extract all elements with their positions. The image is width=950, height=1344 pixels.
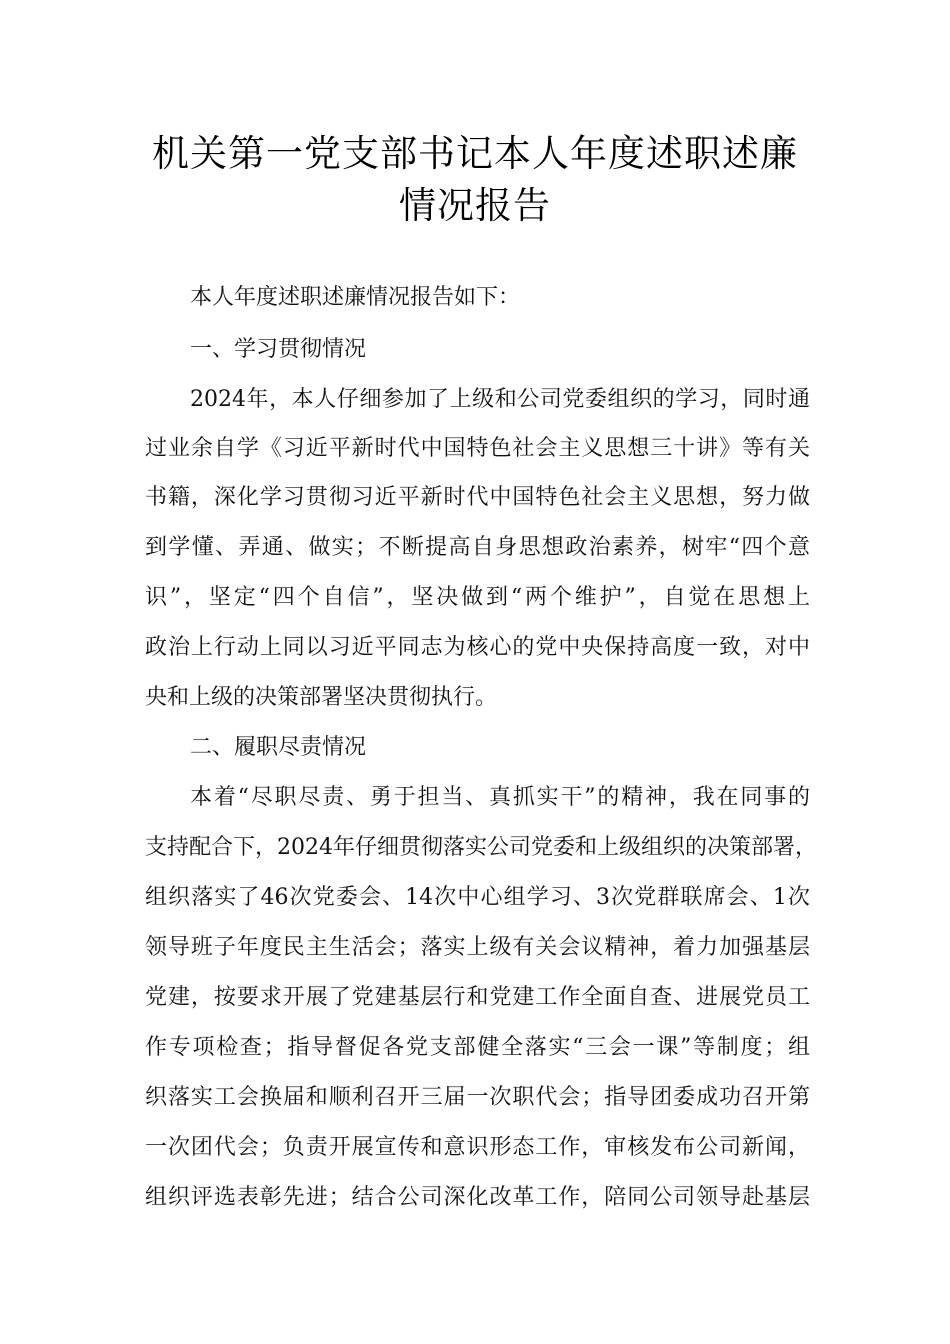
section-1-paragraph-line: 央和上级的决策部署坚决贯彻执行。: [145, 685, 498, 710]
section-2-paragraph-line: 党建，按要求开展了党建基层行和党建工作全面自查、进展党员工: [145, 985, 810, 1010]
document-title-line-2: 情况报告: [399, 184, 551, 227]
section-2-paragraph-line: 织落实工会换届和顺利召开三届一次职代会；指导团委成功召开第: [145, 1085, 810, 1110]
section-1-paragraph-line: 到学懂、弄通、做实；不断提高自身思想政治素养，树牢“四个意: [145, 535, 810, 560]
section-1-paragraph-line: 过业余自学《习近平新时代中国特色社会主义思想三十讲》等有关: [145, 436, 810, 461]
intro-paragraph: 本人年度述职述廉情况报告如下：: [190, 285, 521, 310]
section-2-paragraph-line: 支持配合下，2024年仔细贯彻落实公司党委和上级组织的决策部署，: [145, 835, 817, 860]
section-1-paragraph-line: 书籍，深化学习贯彻习近平新时代中国特色社会主义思想，努力做: [145, 485, 810, 510]
section-2-paragraph-line: 本着“尽职尽责、勇于担当、真抓实干”的精神，我在同事的: [190, 785, 810, 810]
section-1-heading: 一、学习贯彻情况: [190, 337, 367, 362]
section-2-paragraph-line: 组织落实了46次党委会、14次中心组学习、3次党群联席会、1次: [145, 885, 810, 910]
section-2-paragraph-line: 作专项检查；指导督促各党支部健全落实“三会一课”等制度；组: [145, 1035, 810, 1060]
section-1-paragraph-line: 2024年，本人仔细参加了上级和公司党委组织的学习，同时通: [190, 387, 810, 412]
section-2-paragraph-line: 组织评选表彰先进；结合公司深化改革工作，陪同公司领导赴基层: [145, 1185, 810, 1210]
section-1-paragraph-line: 政治上行动上同以习近平同志为核心的党中央保持高度一致，对中: [145, 635, 810, 660]
document-title-line-1: 机关第一党支部书记本人年度述职述廉: [152, 132, 798, 175]
section-1-paragraph-line: 识”，坚定“四个自信”，坚决做到“两个维护”，自觉在思想上: [145, 585, 810, 610]
section-2-paragraph-line: 领导班子年度民主生活会；落实上级有关会议精神，着力加强基层: [145, 935, 810, 960]
section-2-heading: 二、履职尽责情况: [190, 735, 367, 760]
section-2-paragraph-line: 一次团代会；负责开展宣传和意识形态工作，审核发布公司新闻，: [145, 1135, 810, 1160]
